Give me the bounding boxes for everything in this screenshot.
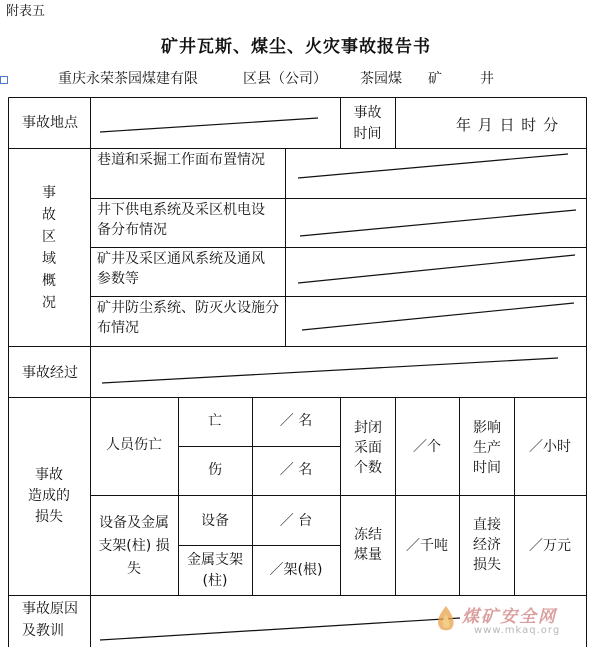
impact-label-3: 时间 [473, 460, 501, 476]
impact-label-2: 生产 [473, 440, 501, 456]
dead-label: 亡 [208, 413, 222, 429]
device-label: 设备 [201, 513, 229, 529]
loss-label-line1: 事故 [35, 467, 63, 483]
location-label: 事故地点 [22, 115, 78, 131]
time-label-line1: 事故 [353, 105, 382, 121]
overview-item-power-line2: 备分布情况 [97, 222, 167, 238]
frozen-unit: ／千吨 [406, 538, 448, 554]
flame-logo-icon [432, 604, 460, 634]
direct-label-1: 直接 [473, 517, 501, 533]
company-name: 重庆永荣茶园煤建有限 [58, 71, 198, 87]
support-label-line1: 金属支架 [187, 552, 243, 568]
equipment-label-line3: 失 [127, 561, 141, 577]
equipment-label-line2: 支架(柱) 损 [98, 538, 170, 554]
site-watermark [432, 600, 592, 647]
appendix-label: 附表五 [6, 4, 46, 19]
cause-label-line2: 及教训 [22, 623, 64, 639]
overview-label-3: 区 [42, 229, 56, 245]
overview-label-2: 故 [42, 207, 56, 223]
sealed-unit: ／个 [413, 439, 441, 455]
mine-suffix-kuang: 矿 [428, 71, 442, 87]
injured-label: 伤 [208, 462, 222, 478]
overview-item-ventilation-line1: 矿井及采区通风系统及通风 [97, 251, 265, 267]
sealed-label-1: 封闭 [354, 420, 382, 436]
overview-label-4: 域 [42, 251, 56, 267]
cause-label-line1: 事故原因 [22, 601, 78, 617]
watermark-brand: 煤矿安全网 [462, 607, 557, 627]
loss-label-line2: 造成的 [28, 488, 70, 504]
equipment-label-line1: 设备及金属 [99, 515, 169, 531]
process-label: 事故经过 [22, 365, 78, 381]
mine-suffix-jing: 井 [480, 71, 494, 87]
loss-label-line3: 损失 [35, 509, 63, 525]
injured-unit: ／ 名 [279, 462, 313, 478]
support-label-line2: (柱) [202, 573, 228, 589]
overview-label-6: 况 [42, 295, 56, 311]
direct-unit: ／万元 [529, 538, 571, 554]
impact-unit: ／小时 [529, 439, 571, 455]
watermark-url: www.mkaq.org [474, 625, 561, 636]
overview-label-5: 概 [42, 273, 56, 289]
time-value: 年 月 日 时 分 [456, 116, 560, 134]
device-unit: ／ 台 [279, 513, 313, 529]
support-unit: ／架(根) [269, 562, 323, 578]
direct-label-2: 经济 [473, 537, 501, 553]
page-title: 矿井瓦斯、煤尘、火灾事故报告书 [161, 37, 431, 57]
impact-label-1: 影响 [473, 420, 501, 436]
overview-item-ventilation-line2: 参数等 [97, 271, 139, 287]
time-label-line2: 时间 [353, 126, 382, 142]
casualty-label: 人员伤亡 [106, 437, 162, 453]
direct-label-3: 损失 [473, 557, 501, 573]
frozen-label-2: 煤量 [354, 547, 382, 563]
frozen-label-1: 冻结 [354, 527, 382, 543]
sealed-label-3: 个数 [354, 460, 382, 476]
overview-item-dust-line2: 布情况 [97, 320, 139, 336]
district-label: 区县（公司） [243, 71, 327, 87]
overview-label-1: 事 [42, 185, 56, 201]
mine-name: 茶园煤 [360, 71, 402, 87]
dead-unit: ／ 名 [279, 413, 313, 429]
overview-item-roadway: 巷道和采掘工作面布置情况 [97, 152, 265, 168]
sealed-label-2: 采面 [354, 440, 382, 456]
overview-item-dust-line1: 矿井防尘系统、防灭火设施分 [97, 300, 279, 316]
overview-item-power-line1: 井下供电系统及采区机电设 [97, 202, 265, 218]
